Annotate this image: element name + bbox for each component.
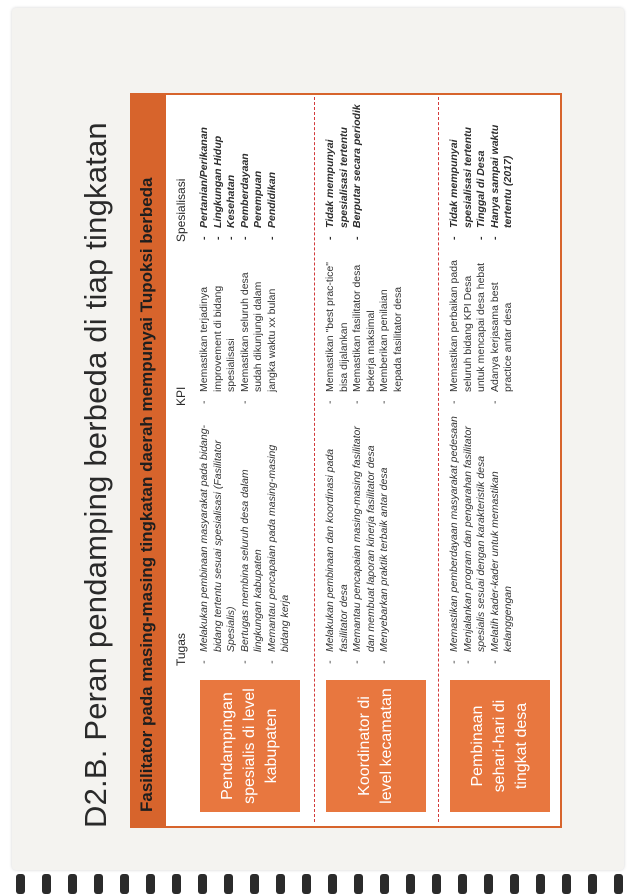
list-item: - Memberikan penilaian kepada fasilitator desa — [378, 254, 405, 406]
list-item: - Hanya sampai waktu tertentu (2017) — [489, 102, 516, 242]
list-item: - Menyebarkan praktik terbaik antar desa — [378, 416, 392, 666]
list-item: - Tidak mempunyai spesialisasi tertentu — [448, 102, 475, 242]
binding-ring — [380, 874, 389, 894]
binding-ring — [146, 874, 155, 894]
slide-subtitle: Fasilitator pada masing-masing tingkatan daerah mempunyai Tupoksi berbeda — [137, 177, 156, 812]
content-panel — [130, 93, 562, 828]
column-header-spesialisasi: Spesialisasi — [174, 178, 188, 242]
list-item: - Tinggal di Desa — [475, 102, 489, 242]
binding-ring — [406, 874, 415, 894]
slide — [74, 88, 574, 848]
list-item: - Menjalankan program dan pengarahan fasilitator spesialis sesuai dengan karakteristik desa — [462, 416, 489, 666]
list-item: - Pendidikan — [266, 102, 280, 242]
list-item: - Melakukan pembinaan dan koordinasi pada fasilitator desa — [324, 416, 351, 666]
slide-title: D2.B. Peran pendamping berbeda di tiap tingkatan — [78, 122, 113, 828]
kpi-list — [448, 254, 516, 406]
list-item: - Memastikan fasilitator desa bekerja maksimal — [351, 254, 378, 406]
list-item: - Memastikan terjadinya improvement di bidang spesialisasi — [198, 254, 239, 406]
column-header-tugas: Tugas — [174, 633, 188, 666]
binding-ring — [614, 874, 623, 894]
level-box: Koordinator di level kecamatan — [326, 680, 426, 812]
tugas-list — [198, 416, 293, 666]
list-item: - Adanya kerjasama best practice antar desa — [489, 254, 516, 406]
binding-ring — [94, 874, 103, 894]
binding-ring — [562, 874, 571, 894]
spesialisasi-list — [324, 102, 365, 242]
list-item: - Memastikan pemberdayaan masyarakat pedesaan — [448, 416, 462, 666]
tugas-list — [448, 416, 516, 666]
binding-ring — [536, 874, 545, 894]
tugas-list — [324, 416, 392, 666]
table-row — [444, 95, 556, 826]
kpi-list — [324, 254, 405, 406]
binding-ring — [198, 874, 207, 894]
spesialisasi-list — [448, 102, 516, 242]
row-divider — [438, 97, 439, 822]
binding-ring — [588, 874, 597, 894]
binding-ring — [16, 874, 25, 894]
level-box: Pembinaan sehari-hari di tingkat desa — [450, 680, 550, 812]
table-row — [320, 95, 432, 826]
level-box: Pendampingan spesialis di level kabupaten — [200, 680, 300, 812]
binding-ring — [42, 874, 51, 894]
list-item: - Melakukan pembinaan masyarakat pada bidang-bidang tertentu sesuai spesialisasi (Fasilitator Spesialis) — [198, 416, 239, 666]
list-item: - Memastikan "best prac-tice" bisa dijalankan — [324, 254, 351, 406]
binding-ring — [328, 874, 337, 894]
list-item: - Kesehatan — [225, 102, 239, 242]
binding-ring — [68, 874, 77, 894]
binding-ring — [302, 874, 311, 894]
binding-ring — [458, 874, 467, 894]
row-divider — [314, 97, 315, 822]
kpi-list — [198, 254, 279, 406]
binding-ring — [276, 874, 285, 894]
binding-ring — [172, 874, 181, 894]
binding-ring — [510, 874, 519, 894]
binding-ring — [250, 874, 259, 894]
list-item: - Memastikan perbaikan pada seluruh bidang KPI Desa untuk mencapai desa hebat — [448, 254, 489, 406]
list-item: - Bertugas membina seluruh desa dalam lingkungan kabupaten — [239, 416, 266, 666]
binding-ring — [354, 874, 363, 894]
binding-ring — [432, 874, 441, 894]
list-item: - Melatih kader-kader untuk memastikan kelanggengan — [489, 416, 516, 666]
binding-ring — [484, 874, 493, 894]
panel-header — [132, 95, 166, 826]
list-item: - Berputar secara periodik — [351, 102, 365, 242]
binding-ring — [224, 874, 233, 894]
spesialisasi-list — [198, 102, 279, 242]
list-item: - Tidak mempunyai spesialisasi tertentu — [324, 102, 351, 242]
binding-ring — [120, 874, 129, 894]
spiral-binding — [0, 872, 638, 896]
list-item: - Memantau pencapaian pada masing-masing bidang kerja — [266, 416, 293, 666]
list-item: - Memantau pencapaian masing-masing fasilitator dan membuat laporan kinerja fasilitator desa — [351, 416, 378, 666]
column-header-kpi: KPI — [174, 386, 188, 406]
list-item: - Lingkungan Hidup — [212, 102, 226, 242]
list-item: - Memastikan seluruh desa sudah dikunjungi dalam jangka waktu xx bulan — [239, 254, 280, 406]
list-item: - Pertanian/Perikanan — [198, 102, 212, 242]
list-item: - Pemberdayaan Perempuan — [239, 102, 266, 242]
table-row — [194, 95, 306, 826]
